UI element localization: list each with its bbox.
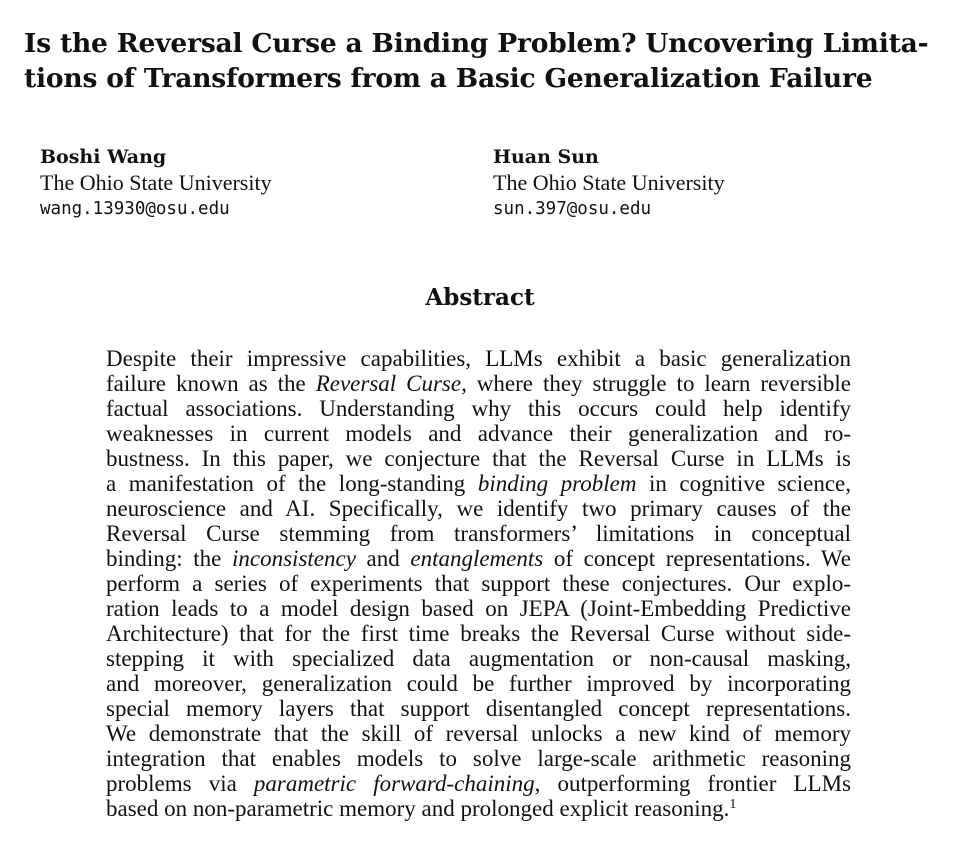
author-block-2 xyxy=(493,144,853,222)
abstract-line: neuroscience and AI. Specifically, we identify two primary causes of the xyxy=(106,496,851,521)
author-affiliation: The Ohio State University xyxy=(40,170,272,195)
footnote-marker[interactable]: 1 xyxy=(729,797,737,812)
abstract-heading: Abstract xyxy=(425,284,535,311)
abstract-line: problems via parametric forward-chaining, outperforming frontier LLMs xyxy=(106,771,851,796)
author-affiliation: The Ohio State University xyxy=(493,170,725,195)
author-name: Huan Sun xyxy=(493,146,599,168)
abstract-body xyxy=(106,346,851,821)
abstract-line: factual associations. Understanding why this occurs could help identify xyxy=(106,396,851,421)
abstract-line: a manifestation of the long-standing binding problem in cognitive science, xyxy=(106,471,851,496)
abstract-line: Reversal Curse stemming from transformers’ limitations in conceptual xyxy=(106,521,851,546)
abstract-line: based on non-parametric memory and prolonged explicit reasoning.$^1$ xyxy=(106,796,737,821)
author-email: sun.397@osu.edu xyxy=(493,199,652,219)
abstract-line: perform a series of experiments that support these conjectures. Our explo- xyxy=(106,571,851,596)
abstract-line: We demonstrate that the skill of reversal unlocks a new kind of memory xyxy=(106,721,851,746)
abstract-line: integration that enables models to solve large-scale arithmetic reasoning xyxy=(106,746,851,771)
abstract-line: failure known as the Reversal Curse, where they struggle to learn reversible xyxy=(106,371,851,396)
abstract-line: Despite their impressive capabilities, LLMs exhibit a basic generalization xyxy=(106,346,851,371)
author-block-1 xyxy=(40,144,400,222)
paper-title xyxy=(24,26,954,96)
abstract-line: weaknesses in current models and advance their generalization and ro- xyxy=(106,421,851,446)
abstract-line: and moreover, generalization could be further improved by incorporating xyxy=(106,671,851,696)
title-line-2: tions of Transformers from a Basic Generalization Failure xyxy=(24,63,873,94)
author-name: Boshi Wang xyxy=(40,146,167,168)
abstract-line: Architecture) that for the first time breaks the Reversal Curse without side- xyxy=(106,621,851,646)
abstract-line: stepping it with specialized data augmentation or non-causal masking, xyxy=(106,646,851,671)
abstract-line: ration leads to a model design based on JEPA (Joint-Embedding Predictive xyxy=(106,596,851,621)
title-line-1: Is the Reversal Curse a Binding Problem? Uncovering Limita- xyxy=(24,28,929,59)
abstract-line: binding: the inconsistency and entanglements of concept representations. We xyxy=(106,546,851,571)
abstract-line: special memory layers that support disentangled concept representations. xyxy=(106,696,851,721)
author-email: wang.13930@osu.edu xyxy=(40,199,230,219)
abstract-line: bustness. In this paper, we conjecture that the Reversal Curse in LLMs is xyxy=(106,446,851,471)
